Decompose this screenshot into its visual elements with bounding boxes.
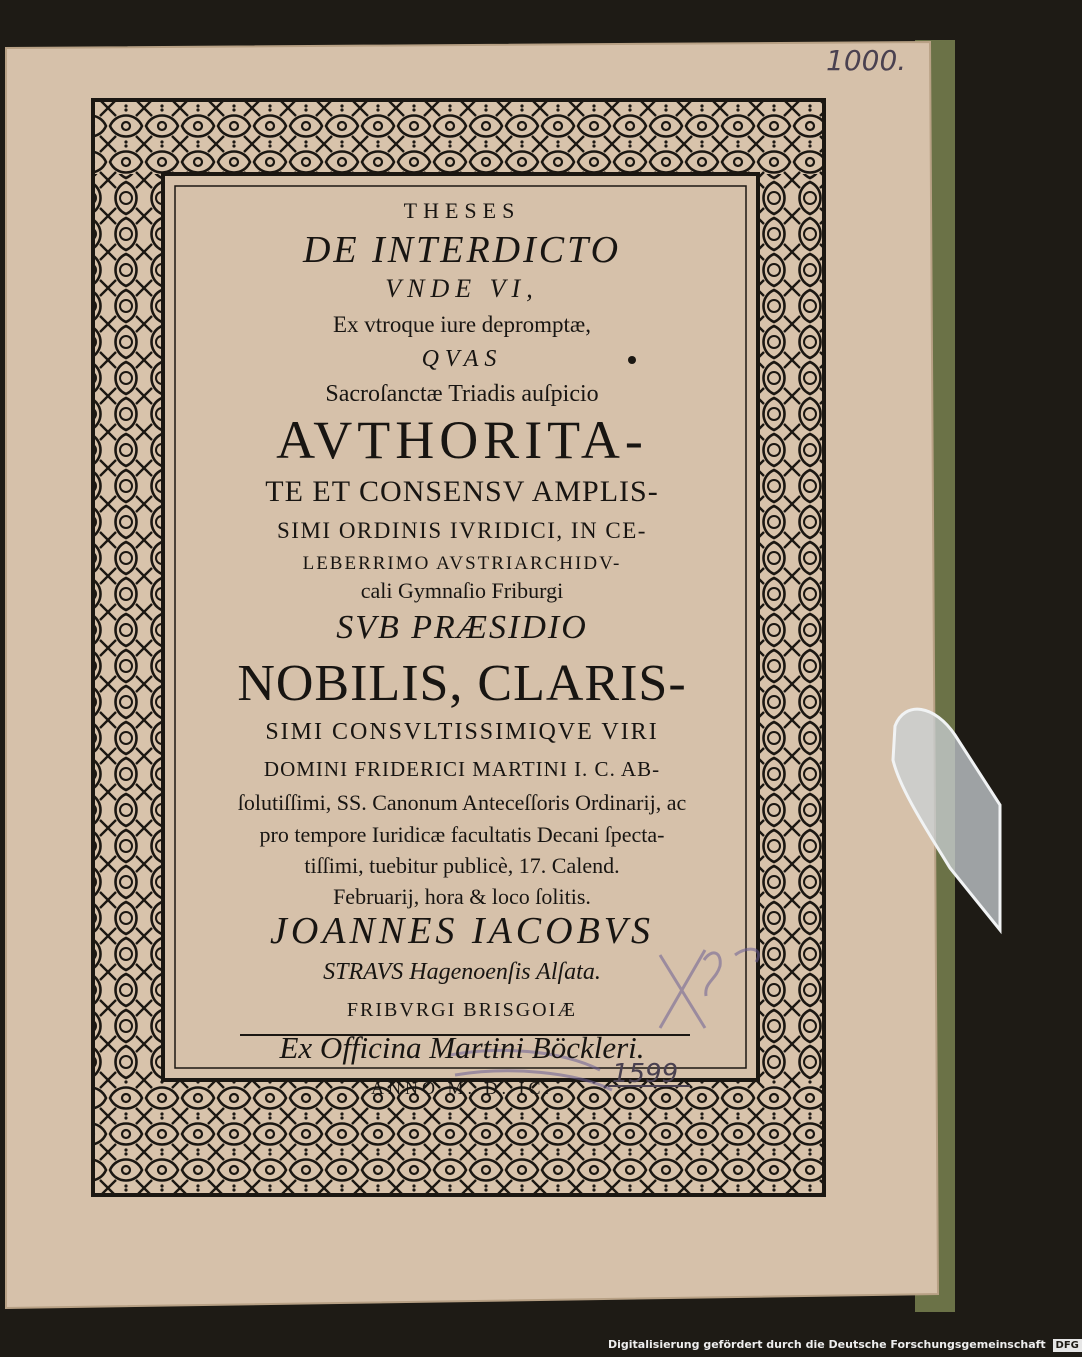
digitization-credit bbox=[608, 1338, 1079, 1356]
title-line-7: AVTHORITA- bbox=[276, 410, 648, 470]
ornamental-border-right bbox=[758, 174, 824, 1080]
handwritten-number: 1599 bbox=[612, 1059, 679, 1089]
dfg-logo-icon: DFG bbox=[1053, 1339, 1082, 1352]
handwritten-shelfmark: 1000. bbox=[826, 44, 907, 77]
title-line-11: cali Gymnaſio Friburgi bbox=[360, 578, 564, 603]
title-line-21: STRAVS Hagenoenſis Alſata. bbox=[323, 959, 601, 985]
title-line-5: QVAS bbox=[421, 346, 503, 372]
title-line-4: Ex vtroque iure depromptæ, bbox=[332, 312, 592, 337]
title-line-9: SIMI ORDINIS IVRIDICI, IN CE- bbox=[277, 518, 647, 543]
title-line-20: JOANNES IACOBVS bbox=[269, 910, 655, 952]
title-line-24: ANNO M. D. IC. bbox=[371, 1078, 553, 1098]
title-line-22: FRIBVRGI BRISGOIÆ bbox=[346, 999, 578, 1021]
title-line-17: pro tempore Iuridicæ facultatis Decani ſpecta- bbox=[259, 822, 665, 847]
title-line-2: DE INTERDICTO bbox=[302, 229, 622, 271]
title-line-3: VNDE VI, bbox=[385, 274, 539, 303]
ornamental-border-left bbox=[93, 174, 163, 1080]
title-line-10: LEBERRIMO AVSTRIARCHIDV- bbox=[302, 553, 622, 574]
title-line-6: Sacroſanctæ Triadis auſpicio bbox=[325, 381, 599, 407]
title-line-12: SVB PRÆSIDIO bbox=[336, 609, 588, 646]
title-line-13: NOBILIS, CLARIS- bbox=[237, 655, 687, 712]
title-line-15: DOMINI FRIDERICI MARTINI I. C. AB- bbox=[263, 757, 661, 781]
title-line-16: ſolutiſſimi, SS. Canonum Anteceſſoris Ordinarij, ac bbox=[237, 790, 687, 815]
ink-spot bbox=[628, 356, 636, 364]
title-line-18: tiſſimi, tuebitur publicè, 17. Calend. bbox=[304, 853, 620, 878]
title-line-23: Ex Officina Martini Böckleri. bbox=[279, 1030, 645, 1065]
credit-text: Digitalisierung gefördert durch die Deutsche Forschungsgemeinschaft bbox=[608, 1338, 1046, 1351]
title-line-8: TE ET CONSENSV AMPLIS- bbox=[265, 475, 659, 508]
ornamental-border-top bbox=[93, 100, 824, 174]
title-line-19: Februarij, hora & loco ſolitis. bbox=[333, 884, 591, 909]
title-line-1: THESES bbox=[403, 198, 521, 223]
title-line-14: SIMI CONSVLTISSIMIQVE VIRI bbox=[265, 719, 659, 745]
